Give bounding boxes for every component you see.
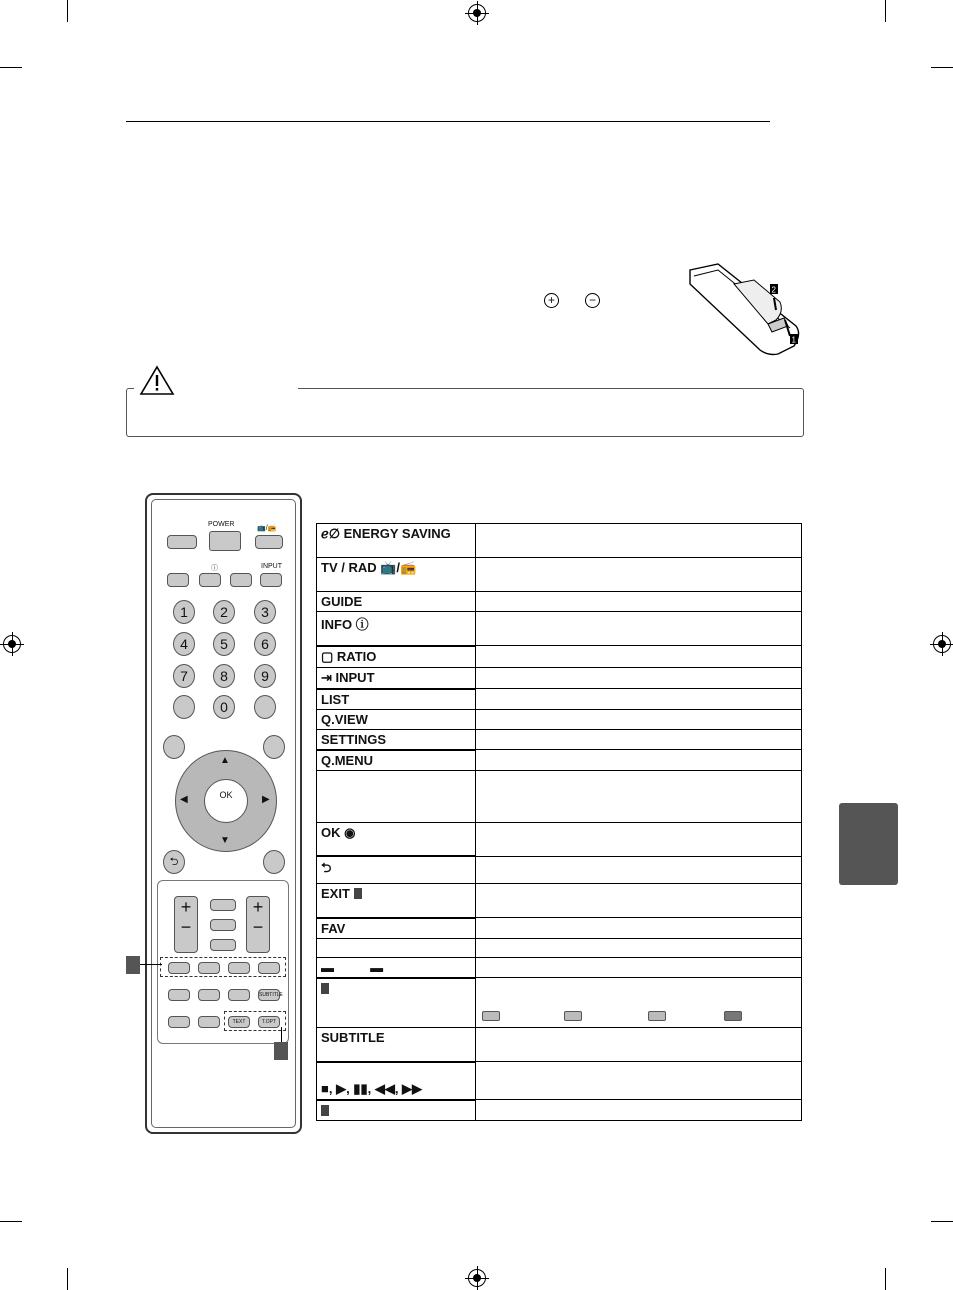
registration-mark-icon [933, 635, 951, 653]
key-description [476, 592, 802, 612]
key-name: INFO [321, 617, 353, 632]
number-button[interactable]: 1 [173, 600, 195, 624]
key-description [476, 884, 802, 918]
volume-rocker[interactable]: + − [174, 896, 198, 953]
key-description [476, 524, 802, 558]
remote-control [145, 493, 302, 1134]
channel-rocker[interactable]: + − [246, 896, 270, 953]
key-description [476, 978, 802, 1028]
ok-button[interactable]: OK [204, 779, 248, 823]
yellow-button-icon [648, 1011, 666, 1021]
fast-forward-button[interactable] [198, 1016, 220, 1028]
key-name: ENERGY SAVING [343, 526, 451, 541]
key-name: RATIO [336, 648, 377, 664]
list-button[interactable] [173, 695, 195, 719]
number-button[interactable]: 8 [213, 664, 235, 688]
input-icon: ⇥ [321, 669, 336, 685]
key-description [476, 558, 802, 592]
power-label: POWER [208, 521, 235, 528]
registration-mark-icon [3, 635, 21, 653]
key-name: SUBTITLE [317, 1028, 476, 1062]
key-name: Q.MENU [317, 750, 476, 771]
number-button[interactable]: 3 [254, 600, 276, 624]
key-name: INPUT [335, 669, 375, 685]
up-arrow-icon[interactable]: ▲ [220, 755, 230, 766]
svg-text:2: 2 [771, 285, 776, 295]
number-button[interactable]: 4 [173, 632, 195, 656]
yellow-button[interactable] [228, 962, 250, 974]
tv-radio-icon: 📺/📻 [376, 560, 417, 575]
remote-key-table [316, 523, 802, 1121]
blue-button-icon [724, 1011, 742, 1021]
power-button[interactable] [209, 531, 241, 551]
crop-mark [0, 1221, 22, 1222]
q-menu-button[interactable] [263, 735, 285, 759]
key-description [476, 709, 802, 729]
red-button-icon [482, 1011, 500, 1021]
key-name: LIST [317, 689, 476, 710]
key-name: TV / RAD [321, 560, 377, 575]
ratio-icon: ▢ [321, 648, 337, 664]
key-name [317, 938, 476, 957]
red-button[interactable] [168, 962, 190, 974]
key-name: FAV [317, 918, 476, 939]
crop-mark [0, 67, 22, 68]
number-button[interactable]: 9 [254, 664, 276, 688]
chapter-tab [839, 803, 898, 885]
key-description [476, 1028, 802, 1062]
tv-radio-label: 📺/📻 [257, 525, 277, 532]
caution-box [126, 388, 804, 437]
guide-button[interactable] [167, 573, 189, 587]
ratio-button[interactable] [230, 573, 252, 587]
stop-button[interactable] [168, 989, 190, 1001]
minus-polarity-icon: − [585, 293, 600, 308]
right-arrow-icon[interactable]: ▶ [262, 794, 270, 805]
key-description [476, 856, 802, 884]
crop-mark [67, 1268, 68, 1290]
info-button[interactable] [199, 573, 221, 587]
callout-2-icon [321, 1105, 329, 1116]
key-description [476, 1100, 802, 1121]
key-description [476, 957, 802, 978]
callout-2-leader [281, 1027, 282, 1042]
exit-icon [354, 888, 362, 899]
navigation-pad[interactable] [175, 750, 277, 852]
key-description [476, 729, 802, 750]
back-button[interactable]: ⮌ [163, 850, 185, 874]
three-d-button[interactable] [210, 919, 236, 931]
down-arrow-icon[interactable]: ▼ [220, 835, 230, 846]
key-description [476, 612, 802, 646]
key-description [476, 667, 802, 689]
key-name: Q.VIEW [317, 709, 476, 729]
text-button[interactable]: TEXT [228, 1016, 250, 1028]
warning-triangle-icon [139, 365, 175, 396]
callout-2-icon [274, 1042, 288, 1060]
crop-mark [885, 0, 886, 22]
t-opt-button[interactable]: T.OPT [258, 1016, 280, 1028]
info-label: ⓘ [211, 565, 218, 572]
play-button[interactable] [198, 989, 220, 1001]
key-name: EXIT [321, 886, 350, 901]
key-name [317, 770, 476, 822]
settings-button[interactable] [163, 735, 185, 759]
registration-mark-icon [468, 1269, 486, 1287]
tv-radio-button[interactable] [255, 535, 283, 549]
key-description [476, 770, 802, 822]
number-button[interactable]: 2 [213, 600, 235, 624]
energy-saving-button[interactable] [167, 535, 197, 549]
rewind-button[interactable] [168, 1016, 190, 1028]
left-arrow-icon[interactable]: ◀ [180, 794, 188, 805]
key-description [476, 938, 802, 957]
key-name: GUIDE [317, 592, 476, 612]
crop-mark [67, 0, 68, 22]
svg-text:1: 1 [791, 335, 796, 345]
qview-button[interactable] [254, 695, 276, 719]
key-description [476, 822, 802, 856]
number-button[interactable]: 6 [254, 632, 276, 656]
remote-battery-cover-illustration [688, 262, 804, 358]
info-icon: ⓘ [352, 617, 369, 632]
crop-mark [931, 1221, 953, 1222]
green-button[interactable] [198, 962, 220, 974]
number-button[interactable]: 5 [213, 632, 235, 656]
key-description [476, 750, 802, 771]
lower-panel [157, 880, 289, 1044]
key-description [476, 918, 802, 939]
key-name: OK [321, 824, 341, 840]
back-icon: ⮌ [321, 860, 332, 875]
key-name: ■, ▶, ▮▮, ◀◀, ▶▶ [321, 1080, 423, 1096]
input-label: INPUT [261, 563, 282, 570]
eco-icon: ℯ∅ [321, 526, 344, 541]
fav-button[interactable] [210, 899, 236, 911]
key-description [476, 689, 802, 710]
arrows-icon: ▬ ▬ [321, 959, 384, 975]
crop-mark [885, 1268, 886, 1290]
exit-button[interactable] [263, 850, 285, 874]
key-description [476, 1062, 802, 1100]
mute-button[interactable] [210, 939, 236, 951]
blue-button[interactable] [258, 962, 280, 974]
caution-rule [298, 388, 802, 389]
crop-mark [931, 67, 953, 68]
callout-1-icon [321, 983, 329, 994]
key-description [476, 646, 802, 668]
number-button[interactable]: 0 [213, 695, 235, 719]
ok-dot-icon: ◉ [340, 824, 356, 840]
plus-polarity-icon: + [544, 293, 559, 308]
green-button-icon [564, 1011, 582, 1021]
header-rule [126, 121, 770, 122]
subtitle-button[interactable]: SUBTITLE [258, 989, 280, 1001]
pause-button[interactable] [228, 989, 250, 1001]
number-button[interactable]: 7 [173, 664, 195, 688]
callout-1-icon [126, 956, 140, 974]
key-name: SETTINGS [317, 729, 476, 750]
input-button[interactable] [260, 573, 282, 587]
registration-mark-icon [468, 4, 486, 22]
callout-1-leader [140, 964, 162, 965]
